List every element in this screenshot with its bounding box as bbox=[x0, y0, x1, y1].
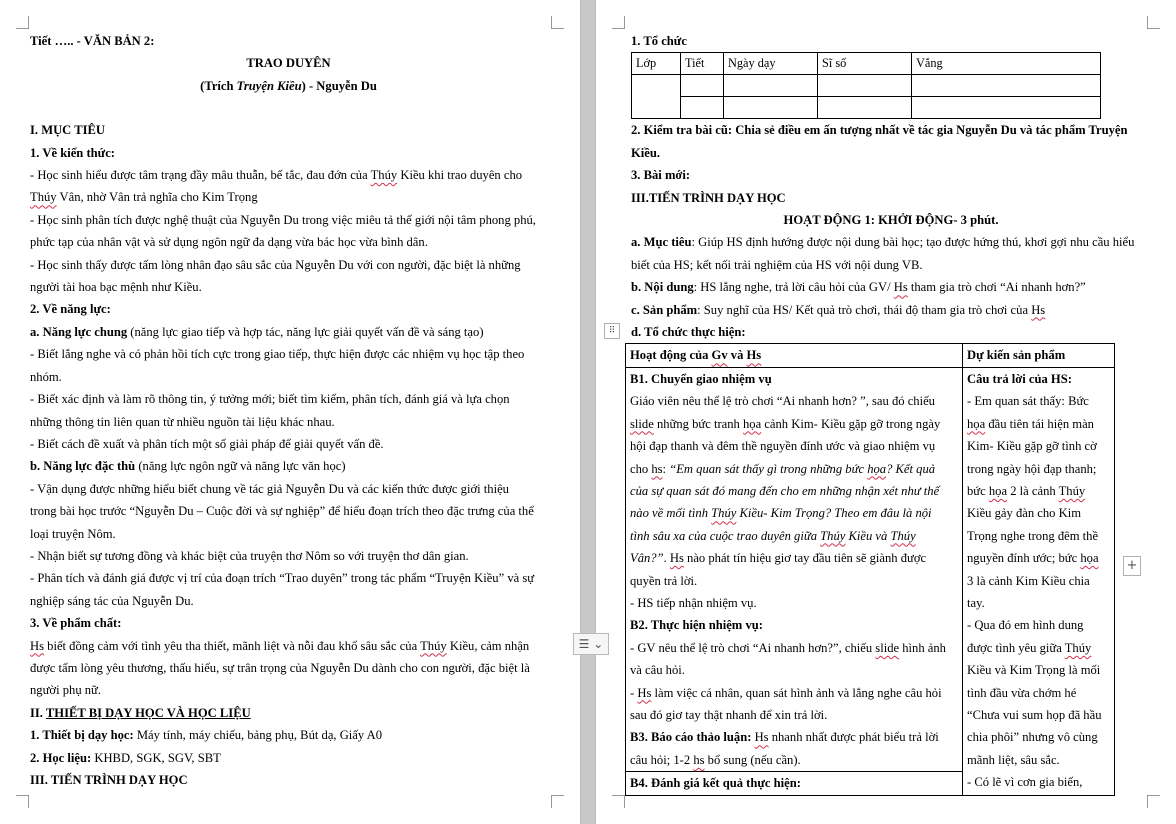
right-content bbox=[631, 30, 1151, 796]
paragraph: - Biết lắng nghe và có phản hồi tích cực trong giao tiếp, thực hiện được các nhiệm vụ học tập theo nhóm. bbox=[30, 347, 525, 384]
paragraph: a. Mục tiêu: Giúp HS định hướng được nội dung bài học; tạo được hứng thú, khơi gợi nhu cầu hiểu biết của HS; kết nối trải nghiệm của HS với nội dung VB. bbox=[631, 235, 1135, 272]
paragraph: - Phân tích và đánh giá được vị trí của đoạn trích “Trao duyên” trong tác phẩm “Truyện Kiều” và sự nghiệp sáng tác của Nguyễn Du. bbox=[30, 571, 535, 608]
paragraph: - Biết cách đề xuất và phân tích một số giải pháp để giải quyết vấn đề. bbox=[30, 436, 384, 451]
layout-options-icon[interactable]: ☰ ⌄ bbox=[573, 633, 609, 655]
table-cell[interactable] bbox=[681, 75, 724, 97]
table-header-cell: Tiết bbox=[681, 53, 724, 75]
paragraph: b. Nội dung: HS lắng nghe, trả lời câu hỏi của GV/ Hs tham gia trò chơi “Ai nhanh hơn?” bbox=[631, 280, 1086, 295]
section-heading: III. TIẾN TRÌNH DẠY HỌC bbox=[30, 773, 188, 787]
lesson-heading: Tiết ….. - VĂN BẢN 2: bbox=[30, 34, 155, 48]
table-header-cell: Hoạt động của Gv và Hs bbox=[626, 344, 963, 367]
table-cell[interactable] bbox=[681, 97, 724, 119]
table-cell[interactable] bbox=[912, 75, 1101, 97]
table-cell[interactable] bbox=[818, 97, 912, 119]
table-cell[interactable] bbox=[818, 75, 912, 97]
document-page-right bbox=[596, 0, 1176, 824]
paragraph: 2. Kiểm tra bài cũ: Chia sẻ điều em ấn tượng nhất về tác gia Nguyễn Du và tác phẩm Truyện Kiều. bbox=[631, 123, 1128, 160]
subsection-heading: 1. Tổ chức bbox=[631, 34, 687, 48]
subsection-heading: 2. Về năng lực: bbox=[30, 302, 111, 317]
paragraph: c. Sản phẩm: Suy nghĩ của HS/ Kết quả trò chơi, thái độ tham gia trò chơi của Hs bbox=[631, 302, 1046, 317]
activity-table bbox=[625, 343, 1115, 795]
add-column-icon[interactable]: + bbox=[1123, 556, 1141, 576]
move-handle-icon[interactable]: ⠿ bbox=[604, 323, 620, 339]
paragraph: 2. Học liệu: KHBD, SGK, SGV, SBT bbox=[30, 750, 221, 765]
paragraph: - Học sinh hiểu được tâm trạng đầy mâu thuẫn, bế tắc, đau đớn của Thúy Kiều khi trao duyên cho Thúy Vân, nhờ Vân trả nghĩa cho Kim Trọng bbox=[30, 168, 523, 205]
table-header-cell: Dự kiến sản phẩm bbox=[963, 344, 1115, 367]
left-content bbox=[30, 30, 547, 791]
paragraph: - Biết xác định và làm rõ thông tin, ý tưởng mới; biết tìm kiếm, phân tích, đánh giá và lựa chọn những thông tin liên quan từ nhiều nguồn tài liệu khác nhau. bbox=[30, 392, 510, 429]
table-header-cell: Lớp bbox=[632, 53, 681, 75]
paragraph: 1. Thiết bị dạy học: Máy tính, máy chiếu, bảng phụ, Bút dạ, Giấy A0 bbox=[30, 728, 383, 743]
subsection-heading: d. Tổ chức thực hiện: bbox=[631, 325, 746, 340]
table-cell[interactable] bbox=[724, 75, 818, 97]
activity-cell[interactable]: B1. Chuyển giao nhiệm vụ Giáo viên nêu thể lệ trò chơi “Ai nhanh hơn? ”, sau đó chiếu slide những bức tranh họa cảnh Kim- Kiều gặp gỡ trong ngày hội đạp thanh và đêm thề nguyền đính ước và giao nhiệm vụ cho hs: “Em quan sát thấy gì trong những bức họa? Kết quả của sự quan sát đó mang đến cho em những nhận xét như thế nào về mối tình Thúy Kiều- Kim Trọng? Theo em đâu là nội tình sâu xa của cuộc trao duyên giữa Thúy Kiều và Thúy Vân?”. Hs nào phát tín hiệu giơ tay đầu tiên sẽ giành được quyền trả lời. - HS tiếp nhận nhiệm vụ. B2. Thực hiện nhiệm vụ: - GV nêu thể lệ trò chơi “Ai nhanh hơn?”, chiếu slide hình ảnh và câu hỏi. - Hs làm việc cá nhân, quan sát hình ảnh và lắng nghe câu hỏi sau đó giơ tay thật nhanh để xin trả lời. B3. Báo cáo thảo luận: Hs nhanh nhất được phát biểu trả lời câu hỏi; 1-2 hs bổ sung (nếu cần). B4. Đánh giá kết quả thực hiện: bbox=[626, 367, 963, 795]
subsection-heading: 1. Về kiến thức: bbox=[30, 145, 115, 160]
table-header-cell: Vắng bbox=[912, 53, 1101, 75]
table-cell[interactable] bbox=[912, 97, 1101, 119]
paragraph: - Nhận biết sự tương đồng và khác biệt của truyện thơ Nôm so với truyện thơ dân gian. bbox=[30, 548, 469, 563]
text-title: TRAO DUYÊN bbox=[246, 56, 331, 71]
paragraph: Hs biết đồng cảm với tình yêu tha thiết, mãnh liệt và nỗi đau khổ sâu sắc của Thúy Kiều, cảm nhận được tấm lòng yêu thương, thấu hiểu, sự trân trọng của Nguyễn Du dành cho con người, đặc biệt là người phụ nữ. bbox=[30, 638, 530, 698]
paragraph: - Học sinh phân tích được nghệ thuật của Nguyễn Du trong việc miêu tả thế giới nội tâm phong phú, phức tạp của nhân vật và sử dụng ngôn ngữ đa dạng vừa bác học vừa bình dân. bbox=[30, 212, 536, 250]
paragraph: - Học sinh thấy được tấm lòng nhân đạo sâu sắc của Nguyễn Du với con người, đặc biệt là những người tài hoa bạc mệnh như Kiều. bbox=[30, 257, 521, 295]
class-info-table bbox=[631, 52, 1101, 119]
table-cell[interactable] bbox=[724, 97, 818, 119]
activity-heading: HOẠT ĐỘNG 1: KHỞI ĐỘNG- 3 phút. bbox=[783, 213, 999, 228]
section-heading: II. THIẾT BỊ DẠY HỌC VÀ HỌC LIỆU bbox=[30, 705, 251, 720]
text-subtitle: (Trích Truyện Kiều) - Nguyễn Du bbox=[200, 78, 377, 93]
section-heading: III.TIẾN TRÌNH DẠY HỌC bbox=[631, 190, 786, 205]
subsection-heading: 3. Bài mới: bbox=[631, 168, 691, 183]
document-page-left bbox=[0, 0, 580, 824]
table-cell[interactable] bbox=[632, 75, 681, 119]
paragraph: b. Năng lực đặc thù (năng lực ngôn ngữ và năng lực văn học) bbox=[30, 459, 346, 474]
table-header-cell: Ngày dạy bbox=[724, 53, 818, 75]
subsection-heading: 3. Về phẩm chất: bbox=[30, 616, 122, 631]
page-gutter bbox=[580, 0, 596, 824]
expected-product-cell[interactable]: Câu trả lời của HS: - Em quan sát thấy: Bức họa đầu tiên tái hiện màn Kim- Kiều gặp gỡ tình cờ trong ngày hội đạp thanh; bức họa 2 là cảnh Thúy Kiều gảy đàn cho Kim Trọng nghe trong đêm thề nguyền đính ước; bức họa 3 là cảnh Kim Kiều chia tay. - Qua đó em hình dung được tình yêu giữa Thúy Kiều và Kim Trọng là mối tình đầu vừa chớm hé “Chưa vui sum họp đã hầu chia phôi” nhưng vô cùng mãnh liệt, sâu sắc. - Có lẽ vì cơn gia biến, bbox=[963, 367, 1115, 795]
section-heading: I. MỤC TIÊU bbox=[30, 123, 105, 138]
paragraph: - Vận dụng được những hiểu biết chung về tác giả Nguyễn Du và các kiến thức được giới thiệu trong bài học trước “Nguyễn Du – Cuộc đời và sự nghiệp” để hiểu đoạn trích theo đặc trưng của thể loại truyện Nôm. bbox=[30, 481, 534, 541]
paragraph: a. Năng lực chung (năng lực giao tiếp và hợp tác, năng lực giải quyết vấn đề và sáng tạo) bbox=[30, 324, 484, 339]
table-header-cell: Sĩ số bbox=[818, 53, 912, 75]
